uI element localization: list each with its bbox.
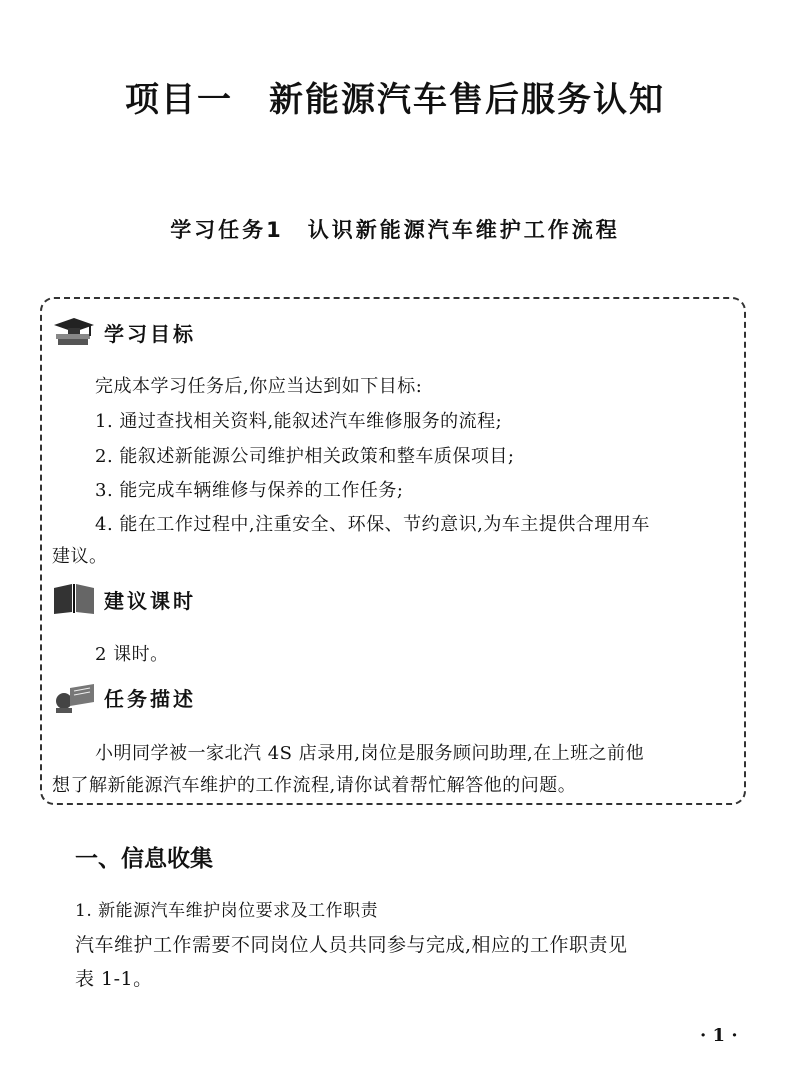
learning-goal-item-cont: 建议。 (52, 546, 108, 567)
learning-goal-item: 2. 能叙述新能源公司维护相关政策和整车质保项目; (95, 446, 515, 467)
learning-goal-item: 3. 能完成车辆维修与保养的工作任务; (95, 480, 404, 501)
learning-goals-label: 学习目标 (104, 321, 196, 346)
body-paragraph-line: 表 1-1。 (75, 968, 153, 990)
page-number: · 1 · (700, 1025, 738, 1046)
body-paragraph-line: 汽车维护工作需要不同岗位人员共同参与完成,相应的工作职责见 (75, 934, 628, 956)
learning-goal-item: 1. 通过查找相关资料,能叙述汽车维修服务的流程; (95, 411, 503, 432)
subsection-heading: 1. 新能源汽车维护岗位要求及工作职责 (75, 901, 379, 921)
chapter-title: 项目一 新能源汽车售后服务认知 (125, 80, 665, 120)
section-heading: 一、信息收集 (75, 846, 213, 872)
learning-goals-intro: 完成本学习任务后,你应当达到如下目标: (95, 376, 423, 397)
graduation-cap-books-icon (50, 315, 98, 349)
task-description-line: 想了解新能源汽车维护的工作流程,请你试着帮忙解答他的问题。 (52, 775, 577, 796)
suggested-hours-label: 建议课时 (104, 588, 196, 613)
task-description-heading (50, 680, 196, 714)
learning-goals-heading (50, 315, 196, 349)
reading-person-icon (50, 680, 98, 714)
task-description-label: 任务描述 (104, 686, 196, 711)
open-book-icon (50, 582, 98, 616)
task-title: 学习任务1 认识新能源汽车维护工作流程 (170, 218, 620, 242)
suggested-hours-heading (50, 582, 196, 616)
learning-goal-item: 4. 能在工作过程中,注重安全、环保、节约意识,为车主提供合理用车 (95, 514, 650, 535)
task-description-line: 小明同学被一家北汽 4S 店录用,岗位是服务顾问助理,在上班之前他 (95, 743, 645, 764)
suggested-hours-text: 2 课时。 (95, 644, 169, 665)
